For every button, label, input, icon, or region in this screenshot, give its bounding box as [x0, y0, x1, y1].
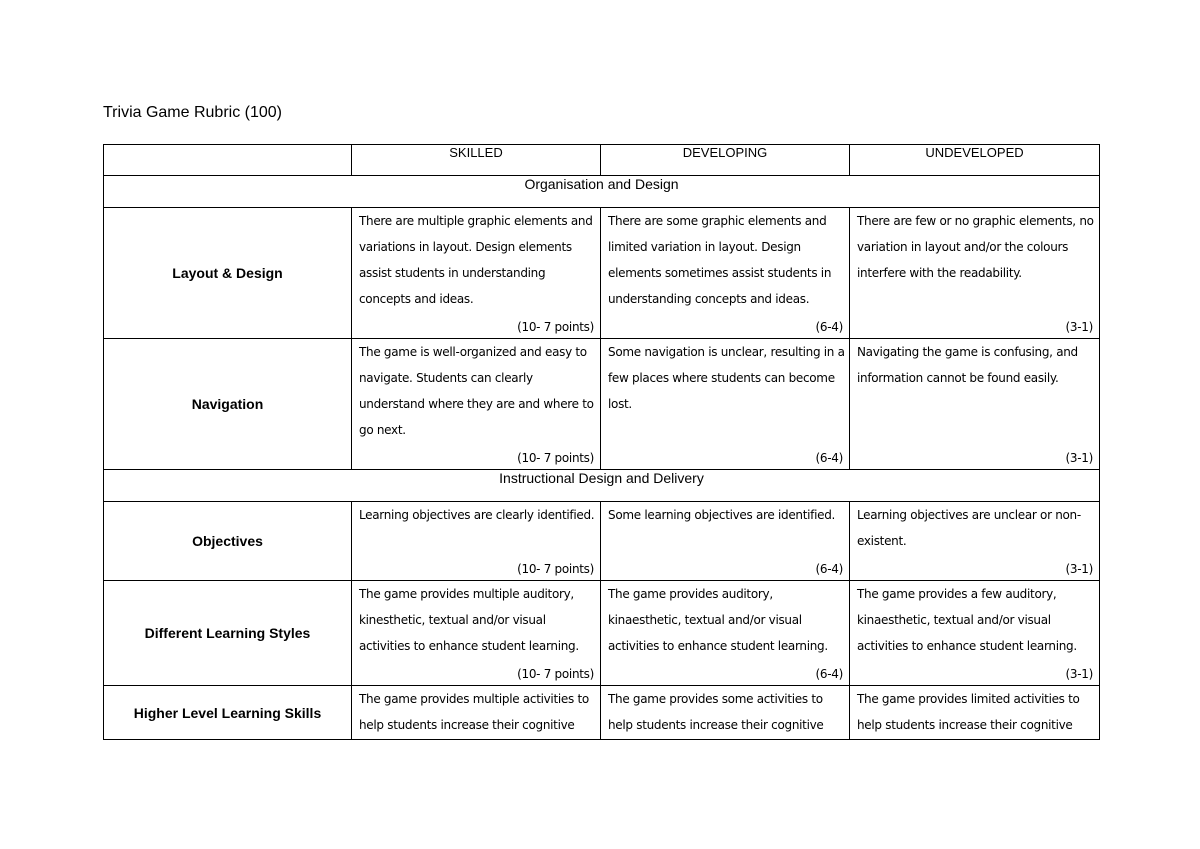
- rubric-table: [103, 144, 1100, 740]
- cell-points: (10- 7 points): [517, 667, 594, 681]
- skilled-cell: [352, 686, 601, 740]
- cell-points: (10- 7 points): [517, 562, 594, 576]
- cell-description: There are few or no graphic elements, no variation in layout and/or the colours interfere with the readability.: [857, 214, 1094, 280]
- cell-description: There are some graphic elements and limited variation in layout. Design elements sometimes assist students in understanding concepts and ideas.: [608, 214, 832, 306]
- section-row: [104, 176, 1100, 208]
- developing-cell: [601, 339, 850, 470]
- criterion-label: Layout & Design: [104, 208, 352, 339]
- developing-cell: [601, 502, 850, 581]
- cell-description: There are multiple graphic elements and variations in layout. Design elements assist students in understanding concepts and ideas.: [359, 214, 593, 306]
- cell-points: (6-4): [815, 562, 843, 576]
- section-title: Instructional Design and Delivery: [104, 470, 1100, 502]
- cell-description: The game provides multiple activities to help students increase their cognitive: [359, 692, 589, 732]
- cell-description: The game provides multiple auditory, kinesthetic, textual and/or visual activities to enhance student learning.: [359, 587, 579, 653]
- cell-points: (6-4): [815, 667, 843, 681]
- cell-description: The game is well-organized and easy to navigate. Students can clearly understand where they are and where to go next.: [359, 345, 594, 437]
- header-skilled: SKILLED: [352, 145, 601, 176]
- criterion-label: Objectives: [104, 502, 352, 581]
- cell-points: (3-1): [1065, 320, 1093, 334]
- document-title: Trivia Game Rubric (100): [103, 104, 283, 121]
- cell-points: (6-4): [815, 320, 843, 334]
- undeveloped-cell: [850, 502, 1100, 581]
- undeveloped-cell: [850, 208, 1100, 339]
- cell-points: (3-1): [1065, 667, 1093, 681]
- criterion-label: Navigation: [104, 339, 352, 470]
- header-criteria-cell: [104, 145, 352, 176]
- undeveloped-cell: [850, 581, 1100, 686]
- undeveloped-cell: [850, 686, 1100, 740]
- skilled-cell: [352, 208, 601, 339]
- header-row: [104, 145, 1100, 176]
- cell-points: (6-4): [815, 451, 843, 465]
- table-row: [104, 581, 1100, 686]
- cell-description: Some navigation is unclear, resulting in a few places where students can become lost.: [608, 345, 845, 411]
- developing-cell: [601, 208, 850, 339]
- cell-description: Some learning objectives are identified.: [608, 508, 836, 522]
- table-row: [104, 339, 1100, 470]
- cell-description: The game provides some activities to help students increase their cognitive: [608, 692, 824, 732]
- cell-description: The game provides a few auditory, kinaesthetic, textual and/or visual activities to enhance student learning.: [857, 587, 1077, 653]
- cell-description: The game provides limited activities to help students increase their cognitive: [857, 692, 1080, 732]
- cell-points: (10- 7 points): [517, 320, 594, 334]
- criterion-label: Different Learning Styles: [104, 581, 352, 686]
- header-developing: DEVELOPING: [601, 145, 850, 176]
- section-title: Organisation and Design: [104, 176, 1100, 208]
- cell-points: (3-1): [1065, 562, 1093, 576]
- section-row: [104, 470, 1100, 502]
- cell-description: Navigating the game is confusing, and information cannot be found easily.: [857, 345, 1078, 385]
- cell-description: Learning objectives are unclear or non-existent.: [857, 508, 1081, 548]
- table-row: [104, 502, 1100, 581]
- table-row: [104, 208, 1100, 339]
- table-row: [104, 686, 1100, 740]
- cell-points: (3-1): [1065, 451, 1093, 465]
- cell-points: (10- 7 points): [517, 451, 594, 465]
- undeveloped-cell: [850, 339, 1100, 470]
- skilled-cell: [352, 581, 601, 686]
- header-undeveloped: UNDEVELOPED: [850, 145, 1100, 176]
- skilled-cell: [352, 502, 601, 581]
- developing-cell: [601, 581, 850, 686]
- cell-description: The game provides auditory, kinaesthetic, textual and/or visual activities to enhance student learning.: [608, 587, 828, 653]
- cell-description: Learning objectives are clearly identified.: [359, 508, 595, 522]
- skilled-cell: [352, 339, 601, 470]
- developing-cell: [601, 686, 850, 740]
- criterion-label: Higher Level Learning Skills: [104, 686, 352, 740]
